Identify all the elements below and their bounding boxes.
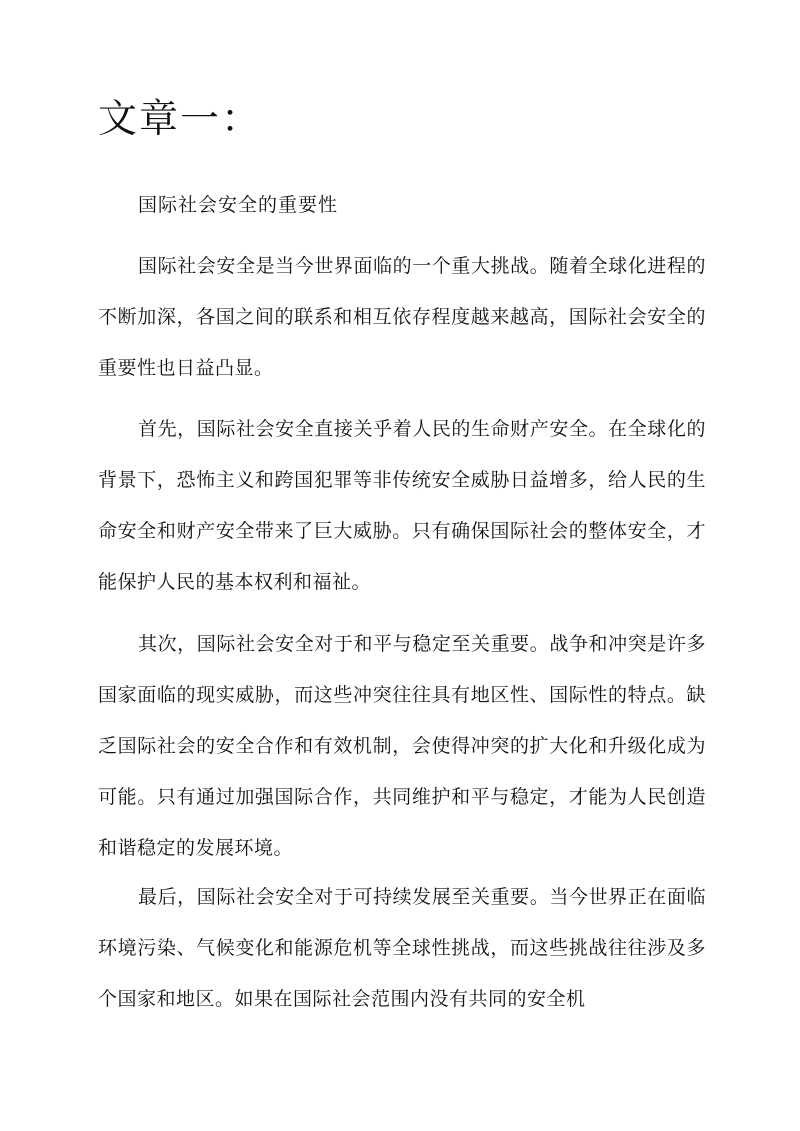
paragraph-4: 最后，国际社会安全对于可持续发展至关重要。当今世界正在面临环境污染、气候变化和能源危机等全球性挑战，而这些挑战往往涉及多个国家和地区。如果在国际社会范围内没有共同的安全机: [98, 886, 706, 1010]
article-subtitle: 国际社会安全的重要性: [138, 194, 339, 216]
paragraph-2: 首先，国际社会安全直接关乎着人民的生命财产安全。在全球化的背景下，恐怖主义和跨国犯罪等非传统安全威胁日益增多，给人民的生命安全和财产安全带来了巨大威胁。只有确保国际社会的整体安全，才能保护人民的基本权利和福祉。: [98, 418, 706, 593]
document-title: 文章一：: [98, 97, 263, 142]
paragraph-3: 其次，国际社会安全对于和平与稳定至关重要。战争和冲突是许多国家面临的现实威胁，而这些冲突往往具有地区性、国际性的特点。缺乏国际社会的安全合作和有效机制，会使得冲突的扩大化和升级化成为可能。只有通过加强国际合作，共同维护和平与稳定，才能为人民创造和谐稳定的发展环境。: [98, 633, 706, 859]
paragraph-1: 国际社会安全是当今世界面临的一个重大挑战。随着全球化进程的不断加深，各国之间的联系和相互依存程度越来越高，国际社会安全的重要性也日益凸显。: [98, 255, 706, 379]
